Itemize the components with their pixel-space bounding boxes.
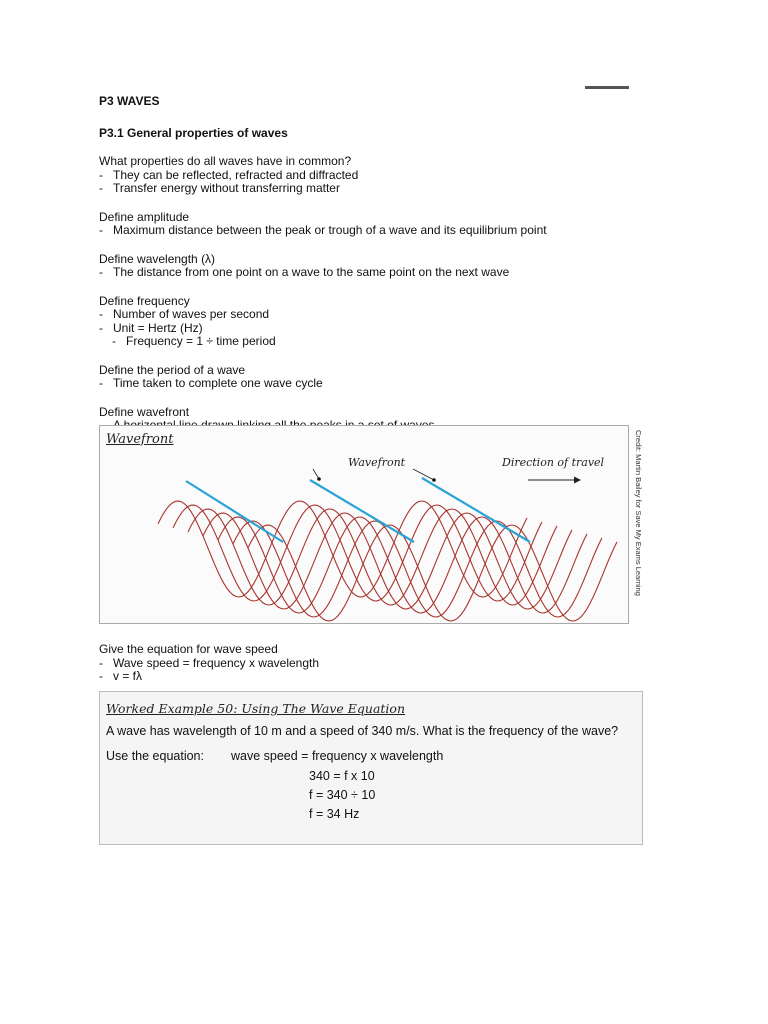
definition-block — [99, 364, 659, 391]
notes-body — [99, 94, 659, 433]
wave-line — [218, 517, 587, 613]
definition-block — [99, 253, 659, 280]
list-item: - They can be reflected, refracted and diffracted — [99, 167, 359, 182]
worked-example-box — [99, 691, 643, 845]
header-mark — [585, 86, 629, 89]
list-item: - Maximum distance between the peak or trough of a wave and its equilibrium point — [99, 223, 547, 237]
solution-step: f = 34 Hz — [309, 807, 360, 821]
wave-line — [158, 501, 527, 597]
question-text: Define frequency — [99, 293, 190, 308]
wavefront-dot — [317, 477, 321, 481]
wavefront-line — [422, 478, 530, 542]
question-text: Define the period of a wave — [99, 362, 246, 377]
list-subitem: - Frequency = 1 ÷ time period — [112, 334, 276, 348]
solution-step: 340 = f x 10 — [309, 769, 375, 783]
wave-lines — [158, 501, 617, 621]
definition-block — [99, 211, 659, 238]
wave-line — [188, 509, 557, 605]
example-title: Worked Example 50: Using The Wave Equation — [106, 701, 405, 716]
question-text: Give the equation for wave speed — [99, 642, 278, 656]
equation-label: Use the equation: — [106, 749, 204, 763]
section-heading: P3.1 General properties of waves — [99, 126, 288, 140]
equation-text: wave speed = frequency x wavelength — [231, 749, 444, 763]
wavefront-lines — [186, 478, 530, 542]
wave-line — [233, 521, 602, 617]
list-item: - v = fλ — [99, 669, 143, 683]
list-item: - Time taken to complete one wave cycle — [99, 376, 323, 390]
list-item: - Wave speed = frequency x wavelength — [99, 655, 320, 670]
list-item: - Number of waves per second — [99, 307, 270, 321]
list-item: - Transfer energy without transferring matter — [99, 181, 340, 195]
direction-label: Direction of travel — [502, 456, 605, 469]
wavefront-figure — [99, 425, 629, 624]
example-problem: A wave has wavelength of 10 m and a speed of 340 m/s. What is the frequency of the wave? — [106, 724, 619, 738]
wavefront-dot — [432, 478, 436, 482]
wavefront-line — [186, 481, 283, 542]
list-item: - Unit = Hertz (Hz) — [99, 320, 203, 335]
wave-line — [248, 525, 617, 621]
wave-line — [173, 505, 542, 601]
list-item: - The distance from one point on a wave to the same point on the next wave — [99, 265, 510, 279]
definition-block — [99, 295, 659, 349]
question-text: Define wavefront — [99, 404, 190, 419]
definition-block — [99, 155, 659, 196]
arrow-head — [574, 477, 581, 484]
solution-step: f = 340 ÷ 10 — [309, 788, 376, 802]
figure-credit: Credit: Martin Bailey for Save My Exams Learning — [634, 430, 643, 596]
wavefront-line — [310, 480, 414, 542]
wave-speed-block — [99, 643, 659, 684]
question-text: Define wavelength (λ) — [99, 251, 216, 266]
page-title: P3 WAVES — [99, 94, 160, 108]
wave-diagram — [100, 426, 628, 623]
wavefront-label: Wavefront — [348, 456, 406, 469]
figure-title: Wavefront — [106, 432, 174, 447]
question-text: What properties do all waves have in common? — [99, 154, 352, 168]
question-text: Define amplitude — [99, 209, 190, 224]
